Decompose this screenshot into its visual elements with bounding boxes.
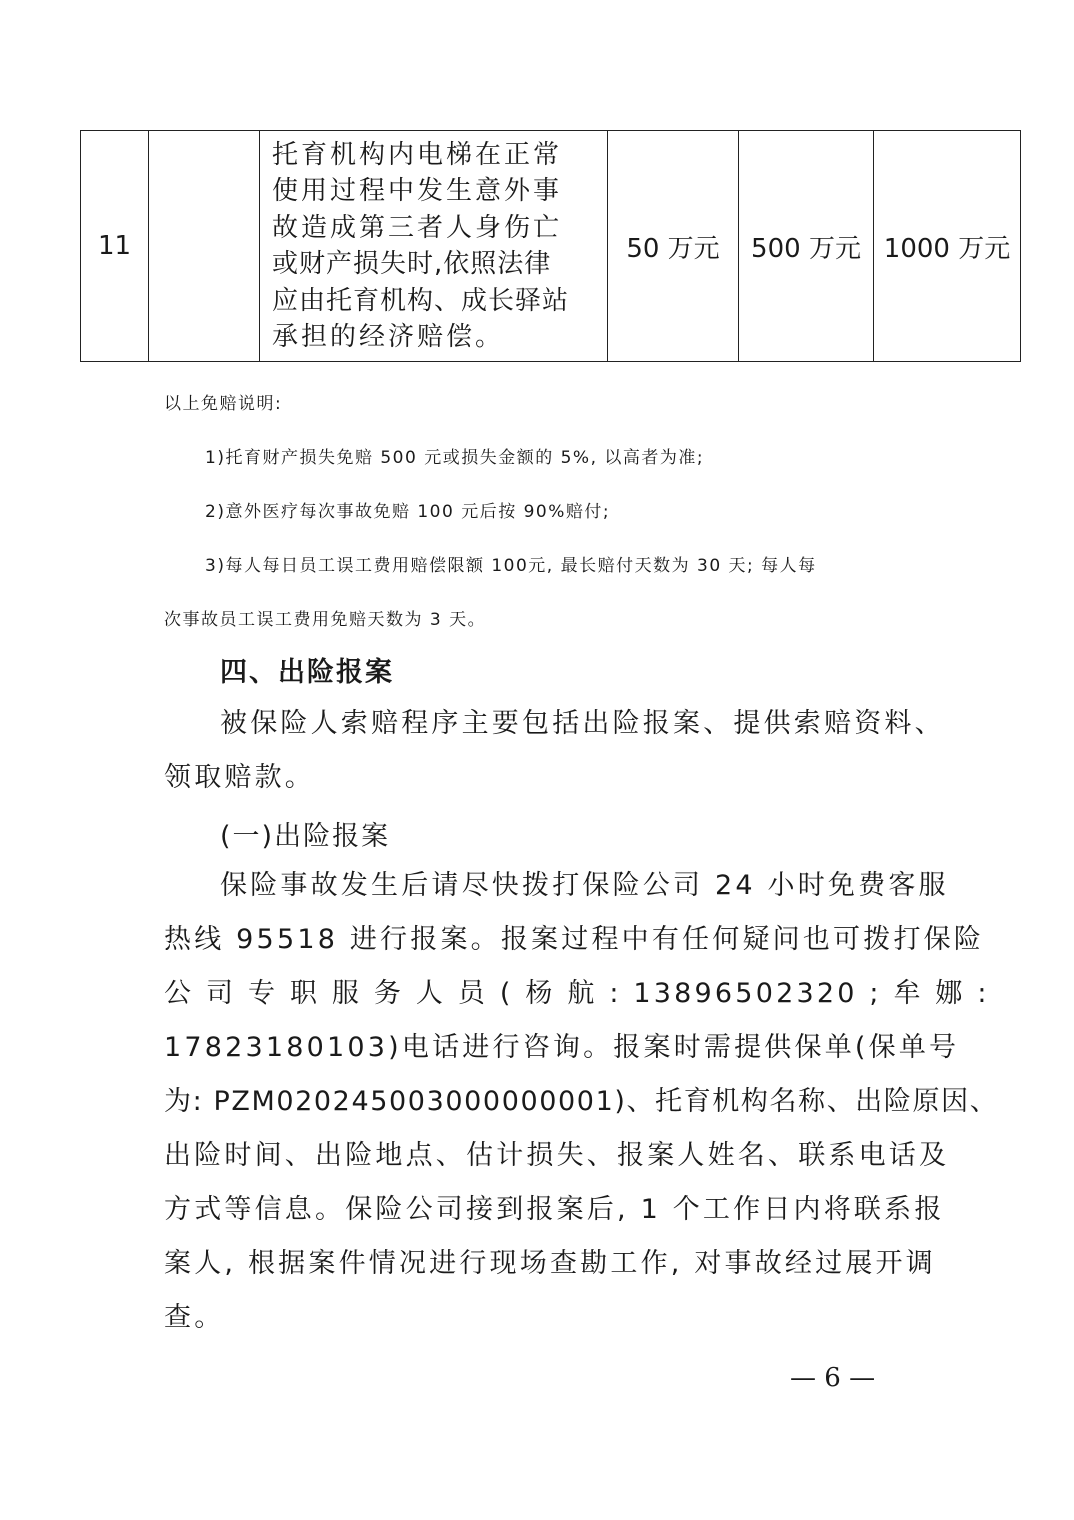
limit-value-1: 50 万元: [608, 131, 739, 362]
row-number: 11: [81, 131, 149, 362]
section-heading: 四、出险报案: [220, 657, 394, 688]
description-line: 应由托育机构、成长驿站: [272, 285, 570, 316]
description-line: 承担的经济赔偿。: [272, 322, 505, 352]
paragraph-line: 领取赔款。: [164, 762, 315, 793]
limit-value-2: 500 万元: [739, 131, 874, 362]
section-body: [164, 859, 999, 1345]
paragraph-line: 公 司 专 职 服 务 人 员 ( 杨 航 : 13896502320 ; 牟 娜 :: [164, 978, 990, 1009]
sub-heading: (一)出险报案: [220, 821, 391, 852]
empty-cell: [149, 131, 260, 362]
paragraph-line: 被保险人索赔程序主要包括出险报案、提供索赔资料、: [220, 708, 945, 739]
paragraph-line: 方式等信息。保险公司接到报案后, 1 个工作日内将联系报: [164, 1194, 945, 1225]
notes-title: 以上免赔说明:: [164, 394, 283, 414]
description-line: 故造成第三者人身伤亡: [272, 212, 563, 243]
paragraph-line: 17823180103)电话进行咨询。报案时需提供保单(保单号: [164, 1032, 960, 1063]
paragraph-line: 热线 95518 进行报案。报案过程中有任何疑问也可拨打保险: [164, 924, 985, 955]
description-line: 托育机构内电梯在正常: [272, 139, 563, 170]
note-item: 3)每人每日员工误工费用赔偿限额 100元, 最长赔付天数为 30 天; 每人每: [205, 556, 817, 576]
paragraph-line: 案人, 根据案件情况进行现场查勘工作, 对事故经过展开调: [164, 1248, 936, 1279]
description-line: 使用过程中发生意外事: [272, 176, 563, 206]
coverage-table: [80, 130, 1021, 362]
paragraph-line: 保险事故发生后请尽快拨打保险公司 24 小时免费客服: [220, 870, 949, 901]
note-item: 2)意外医疗每次事故免赔 100 元后按 90%赔付;: [205, 502, 611, 522]
limit-value-3: 1000 万元: [874, 131, 1021, 362]
table-row: [81, 131, 1021, 362]
page-number: — 6 —: [790, 1363, 876, 1393]
paragraph-line: 为: PZM020245003000000001)、托育机构名称、出险原因、: [164, 1086, 999, 1117]
paragraph-line: 查。: [164, 1302, 225, 1333]
note-item: 1)托育财产损失免赔 500 元或损失金额的 5%, 以高者为准;: [205, 448, 705, 468]
paragraph-line: 出险时间、出险地点、估计损失、报案人姓名、联系电话及: [164, 1140, 950, 1171]
section-intro: [164, 697, 945, 805]
note-item: 次事故员工误工费用免赔天数为 3 天。: [164, 610, 487, 630]
coverage-description: [260, 131, 608, 362]
description-line: 或财产损失时,依照法律: [272, 249, 552, 279]
